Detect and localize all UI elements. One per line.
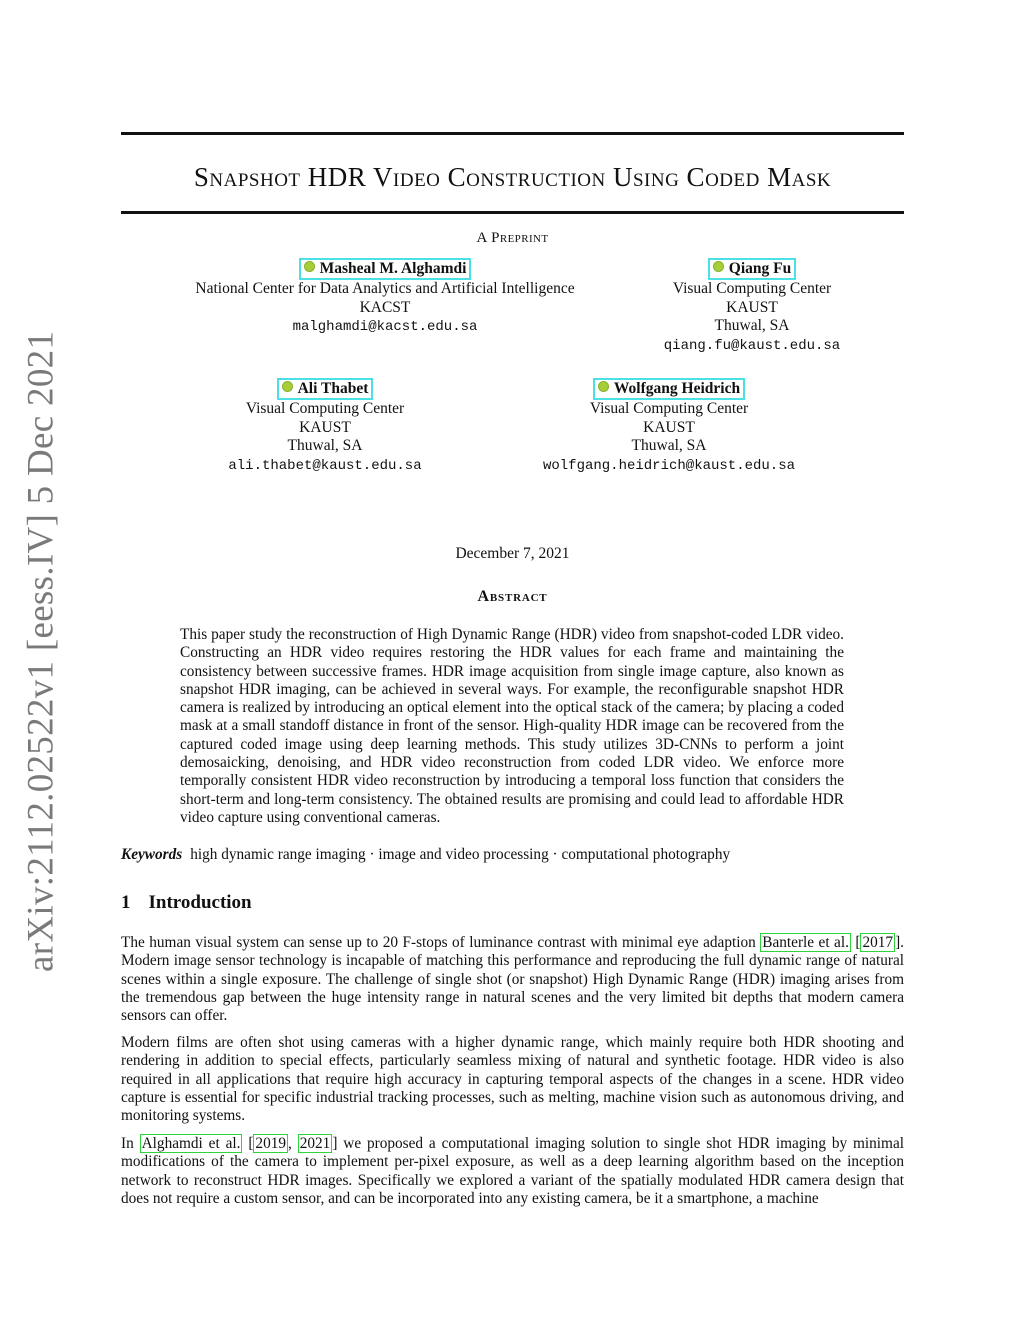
author-block-2 xyxy=(640,258,864,355)
paragraph-text: ] we proposed a computational imaging solution to single shot HDR imaging by minimal modifications of the camera to implement per-pixel exposure, as well as a deep learning algorithm based on the inception network to reconstruct HDR images. Specifically we explored a variant of the spatially modulated HDR camera design that does not require a custom sensor, and can be incorporated into any existing camera, be it a smartphone, a machine xyxy=(121,1135,905,1207)
citation-link[interactable]: Banterle et al. xyxy=(762,934,849,951)
author-affiliation: National Center for Data Analytics and Artificial Intelligence xyxy=(195,280,575,297)
keywords-text: high dynamic range imaging · image and video processing · computational photography xyxy=(190,846,731,863)
paragraph-3 xyxy=(121,1135,904,1208)
author-affiliation: Visual Computing Center xyxy=(672,280,832,297)
title-bottom-rule xyxy=(121,211,904,214)
author-location: Thuwal, SA xyxy=(631,437,707,454)
author-name: Wolfgang Heidrich xyxy=(613,380,741,397)
orcid-icon[interactable] xyxy=(713,261,724,272)
author-email[interactable]: wolfgang.heidrich@kaust.edu.sa xyxy=(542,457,796,474)
author-name: Masheal M. Alghamdi xyxy=(319,260,467,277)
citation-link[interactable]: Alghamdi et al. xyxy=(141,1135,241,1152)
citation-link[interactable]: 2019 xyxy=(255,1135,287,1152)
paragraph-text: In xyxy=(121,1135,140,1152)
paragraph-text: [ xyxy=(242,1135,254,1152)
author-email[interactable]: malghamdi@kacst.edu.sa xyxy=(292,319,478,335)
author-name: Qiang Fu xyxy=(728,260,792,277)
paragraph-text: ]. Modern image sensor technology is incapable of matching this performance and reproducing the full dynamic range of natural scenes within a single exposure. The challenge of single shot (or snapshot) High Dynamic Range (HDR) imaging arises from the tremendous gap between the huge intensity range in natural scenes and the very limited bit depths that modern camera sensors can offer. xyxy=(121,934,904,1025)
section-title: Introduction xyxy=(148,892,252,913)
abstract-heading: Abstract xyxy=(477,588,548,605)
author-email[interactable]: qiang.fu@kaust.edu.sa xyxy=(663,337,841,354)
citation-link[interactable]: 2017 xyxy=(862,934,894,951)
author-name-link[interactable] xyxy=(277,378,374,400)
author-block-1 xyxy=(172,258,598,337)
paper-title: Snapshot HDR Video Construction Using Coded Mask xyxy=(193,162,832,192)
author-email[interactable]: ali.thabet@kaust.edu.sa xyxy=(228,457,422,474)
paragraph-1 xyxy=(121,934,904,1025)
author-institution: KACST xyxy=(359,298,411,316)
keywords-line xyxy=(121,846,904,864)
citation-link[interactable]: 2021 xyxy=(299,1135,331,1152)
author-block-3 xyxy=(212,378,438,475)
author-name-link[interactable] xyxy=(299,258,472,280)
title-top-rule xyxy=(121,132,904,135)
section-number: 1 xyxy=(121,892,131,913)
section-heading xyxy=(121,892,252,914)
paragraph-text: , xyxy=(288,1135,298,1152)
author-location: Thuwal, SA xyxy=(287,437,363,454)
paper-date: December 7, 2021 xyxy=(455,545,570,562)
keywords-label: Keywords xyxy=(121,846,183,863)
orcid-icon[interactable] xyxy=(598,381,609,392)
author-name-link[interactable] xyxy=(593,378,745,400)
abstract-text: This paper study the reconstruction of High Dynamic Range (HDR) video from snapshot-coded LDR video. Constructing an HDR video requires restoring the HDR values for each frame and maintaining the consistency between successive frames. HDR image acquisition from single image capture, also known as snapshot HDR imaging, can be achieved in several ways. For example, the reconfigurable snapshot HDR camera is realized by introducing an optical element into the optical stack of the camera; by placing a coded mask at a small standoff distance in front of the sensor. High-quality HDR image can be recovered from the captured coded image using deep learning methods. This study utilizes 3D-CNNs to perform a joint demosaicking, denoising, and HDR video reconstruction from coded LDR video. We enforce more temporally consistent HDR video reconstruction by introducing a temporal loss function that considers the short-term and long-term consistency. The obtained results are promising and could lead to affordable HDR video capture using conventional cameras. xyxy=(180,626,844,826)
paragraph-text: The human visual system can sense up to 20 F-stops of luminance contrast with minimal eye adaption xyxy=(121,934,761,951)
author-location: Thuwal, SA xyxy=(714,317,790,334)
orcid-icon[interactable] xyxy=(282,381,293,392)
author-institution: KAUST xyxy=(299,418,351,436)
preprint-label: A Preprint xyxy=(476,230,549,246)
orcid-icon[interactable] xyxy=(304,261,315,272)
arxiv-side-label: arXiv:2112.02522v1 [eess.IV] 5 Dec 2021 xyxy=(20,330,62,972)
author-institution: KAUST xyxy=(726,298,778,316)
author-affiliation: Visual Computing Center xyxy=(245,400,405,417)
author-name: Ali Thabet xyxy=(297,380,369,397)
author-name-link[interactable] xyxy=(708,258,796,280)
paragraph-text: [ xyxy=(850,934,861,951)
author-block-4 xyxy=(520,378,818,475)
author-institution: KAUST xyxy=(643,418,695,436)
paragraph-2: Modern films are often shot using cameras with a higher dynamic range, which mainly require both HDR shooting and rendering in addition to special effects, particularly seamless mixing of natural and synthetic footage. HDR video is also required in all applications that require high accuracy in capturing temporal aspects of the changes in a scene. HDR video capture is essential for specific industrial tracking processes, such as melting, machine vision such as autonomous driving, and monitoring systems. xyxy=(121,1034,904,1125)
author-affiliation: Visual Computing Center xyxy=(589,400,749,417)
